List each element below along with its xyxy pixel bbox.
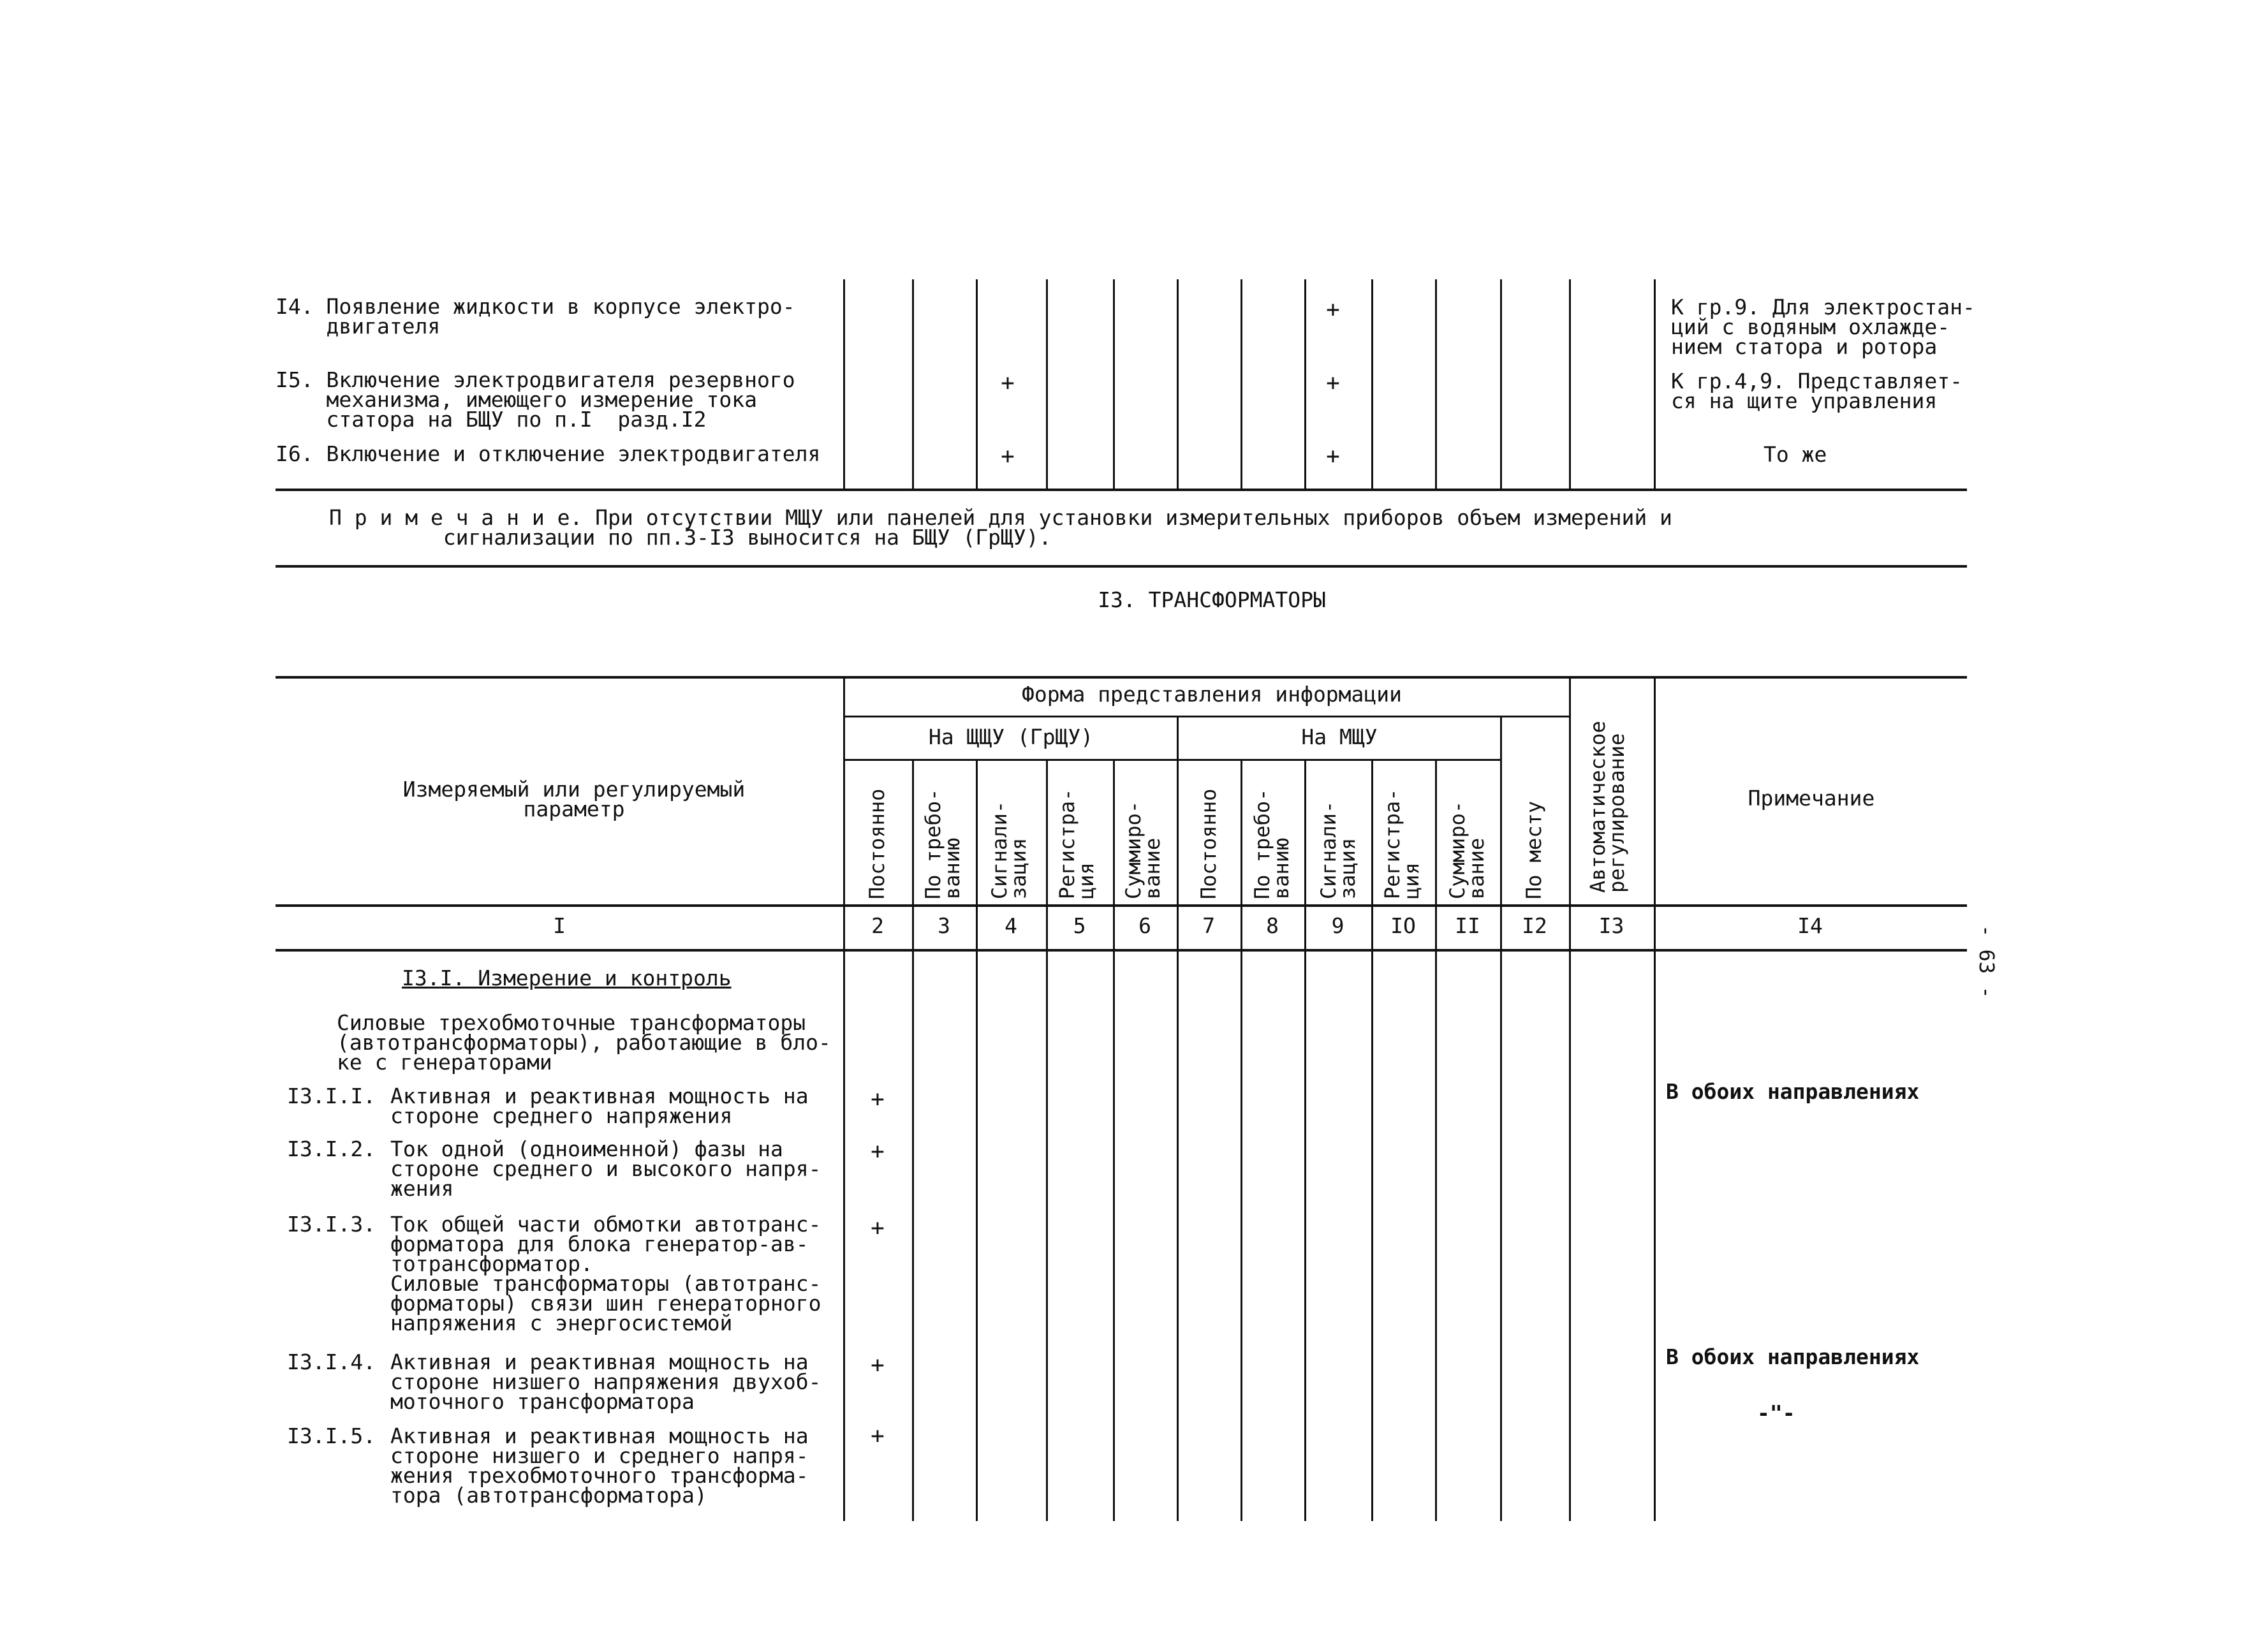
header-param: Измеряемый или регулируемый параметр [402, 777, 746, 821]
intro-text: Силовые трехобмоточные трансформаторы (автотрансформаторы), работающие в бло- ке с генераторами [337, 1010, 831, 1075]
col-num-1: I [553, 913, 566, 938]
header-note: Примечание [1748, 786, 1875, 811]
col-num-8: 8 [1266, 913, 1279, 938]
row-text: Ток одной (одноименной) фазы на стороне среднего и высокого напря- жения [390, 1136, 821, 1201]
header-mshu: На МЩУ [1301, 724, 1378, 749]
row-16-mark-b: + [1326, 443, 1340, 469]
col-num-5: 5 [1073, 913, 1086, 938]
row-num: I3.I.2. [287, 1136, 376, 1161]
col-num-11: II [1455, 913, 1480, 938]
col-head-5: Регистра- ция [1055, 788, 1098, 899]
row-mark: + [871, 1215, 885, 1241]
col-num-3: 3 [938, 913, 950, 938]
col-num-9: 9 [1331, 913, 1344, 938]
col-head-11: Суммиро- вание [1445, 800, 1489, 899]
row-15-mark-a: + [1001, 370, 1015, 396]
col-head-9: Сигнали- зация [1316, 800, 1360, 899]
col-head-2: Постоянно [865, 788, 889, 899]
col-head-10: Регистра- ция [1380, 788, 1424, 899]
row-15-mark-b: + [1326, 370, 1340, 396]
note-text: П р и м е ч а н и е. При отсутствии МЩУ или панелей для установки измерительных приборов объем измерений и сигнализации по пп.3-I3 выносится на БЩУ (ГрЩУ). [329, 505, 1672, 550]
row-note: -"- [1757, 1401, 1795, 1425]
col-num-10: IO [1390, 913, 1416, 938]
row-mark: + [871, 1423, 885, 1449]
col-num-13: I3 [1598, 913, 1624, 938]
row-16-mark-a: + [1001, 443, 1015, 469]
row-15-note: К гр.4,9. Представляет- ся на щите управления [1671, 369, 1962, 413]
col-head-4: Сигнали- зация [987, 800, 1031, 899]
row-num: I3.I.4. [287, 1349, 376, 1374]
subsection-title: I3.I. Измерение и контроль [402, 966, 732, 990]
col-head-12: По месту [1522, 800, 1546, 899]
col-num-4: 4 [1005, 913, 1017, 938]
row-mark: + [871, 1352, 885, 1378]
col-num-12: I2 [1522, 913, 1547, 938]
page-number: - 63 - [1975, 925, 1999, 999]
row-text: Активная и реактивная мощность на стороне низшего и среднего напря- жения трехобмоточного трансформа- тора (автотрансформатора) [390, 1423, 809, 1508]
row-14-text: I4. Появление жидкости в корпусе электро- двигателя [276, 294, 795, 339]
row-text: Активная и реактивная мощность на стороне среднего напряжения [390, 1084, 809, 1128]
row-16-note: То же [1764, 442, 1827, 467]
col-num-14: I4 [1797, 913, 1823, 938]
col-head-13: Автоматическое регулирование [1586, 721, 1629, 893]
row-num: I3.I.I. [287, 1084, 376, 1108]
row-mark: + [871, 1138, 885, 1165]
section-title: I3. ТРАНСФОРМАТОРЫ [1098, 587, 1326, 612]
row-num: I3.I.3. [287, 1212, 376, 1237]
header-bshu: На ЩЩУ (ГрЩУ) [928, 724, 1094, 749]
divider [276, 565, 1967, 568]
row-note: В обоих направлениях [1666, 1344, 1920, 1369]
row-num: I3.I.5. [287, 1423, 376, 1448]
col-num-7: 7 [1202, 913, 1215, 938]
col-head-3: По требо- ванию [921, 788, 964, 899]
col-head-6: Суммиро- вание [1121, 800, 1165, 899]
col-head-8: По требо- ванию [1250, 788, 1293, 899]
row-text: Активная и реактивная мощность на стороне низшего напряжения двухоб- моточного трансформатора [390, 1349, 821, 1414]
row-14-note: К гр.9. Для электростан- ций с водяным охлажде- нием статора и ротора [1671, 295, 1975, 359]
row-mark: + [871, 1086, 885, 1112]
col-num-2: 2 [871, 913, 884, 938]
row-16-text: I6. Включение и отключение электродвигателя [276, 441, 821, 466]
col-head-7: Постоянно [1197, 788, 1221, 899]
col-num-6: 6 [1138, 913, 1151, 938]
row-15-text: I5. Включение электродвигателя резервного механизма, имеющего измерение тока статора на БЩУ по п.I разд.I2 [276, 367, 795, 432]
row-14-mark: + [1326, 297, 1340, 323]
header-form: Форма представления информации [1021, 682, 1403, 707]
row-text: Ток общей части обмотки автотранс- форматора для блока генератор-ав- тотрансформатор. Силовые трансформаторы (автотранс- форматоры) связи шин генераторного напряжения с энергосистемой [390, 1212, 821, 1335]
row-note: В обоих направлениях [1666, 1079, 1920, 1104]
